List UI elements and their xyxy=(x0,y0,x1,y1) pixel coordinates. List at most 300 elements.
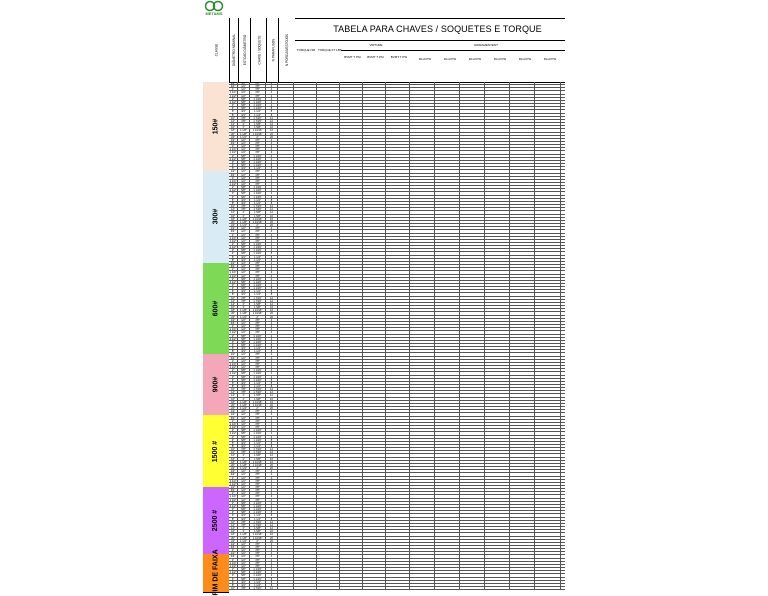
table-cell: 4 xyxy=(266,268,278,270)
table-cell: 7/8" xyxy=(250,426,266,428)
table-cell xyxy=(535,477,561,479)
table-cell: 12 xyxy=(266,120,278,122)
table-cell xyxy=(535,549,561,551)
table-cell xyxy=(363,246,386,248)
table-cell: 6" xyxy=(229,290,238,292)
table-cell xyxy=(386,101,410,103)
table-cell xyxy=(510,186,535,188)
table-cell xyxy=(485,142,510,144)
table-cell: 1 1/4" xyxy=(229,328,237,331)
table-cell: 1/2" xyxy=(238,139,250,141)
table-cell: 5/8" xyxy=(238,192,250,194)
table-cell xyxy=(278,300,294,302)
table-cell: 1 5/8" xyxy=(250,394,266,396)
table-cell xyxy=(410,391,435,393)
table-cell xyxy=(510,196,535,198)
table-cell xyxy=(340,543,363,545)
table-cell xyxy=(435,120,460,122)
table-cell xyxy=(340,177,363,179)
table-cell xyxy=(278,546,294,548)
table-cell xyxy=(510,511,535,513)
table-cell: 3/4" xyxy=(229,174,238,176)
table-cell: 2" xyxy=(250,136,266,138)
table-cell xyxy=(363,391,386,393)
table-cell xyxy=(485,98,510,100)
table-cell xyxy=(294,470,317,472)
table-cell xyxy=(510,451,535,453)
table-cell xyxy=(535,123,561,125)
table-cell xyxy=(340,366,363,368)
table-cell: 1 5/8" xyxy=(250,458,266,460)
table-cell: 7/8" xyxy=(250,420,266,422)
table-cell xyxy=(340,417,363,419)
table-cell: 1 7/16" xyxy=(250,300,266,302)
table-cell: 4 xyxy=(266,473,278,475)
table-cell xyxy=(460,183,485,185)
table-cell: 1 1/16" xyxy=(250,249,266,251)
table-cell xyxy=(410,158,435,160)
table-cell xyxy=(410,328,435,330)
table-cell xyxy=(535,164,561,166)
table-cell xyxy=(410,240,435,242)
table-cell xyxy=(363,436,386,438)
table-cell xyxy=(435,448,460,450)
table-cell xyxy=(410,101,435,103)
table-cell xyxy=(535,243,561,245)
table-cell xyxy=(435,114,460,116)
table-cell: 5/8" xyxy=(238,574,250,576)
table-cell: 1/2" xyxy=(238,363,250,365)
table-cell xyxy=(386,565,410,567)
table-cell: 7/8" xyxy=(250,331,266,333)
table-cell xyxy=(386,385,410,387)
table-cell xyxy=(363,537,386,539)
table-cell xyxy=(363,136,386,138)
table-cell xyxy=(317,189,340,191)
table-cell: 3/4" xyxy=(229,230,238,232)
table-header xyxy=(203,0,565,83)
table-cell: 5/8" xyxy=(238,98,250,100)
table-cell xyxy=(485,505,510,507)
table-cell xyxy=(535,268,561,270)
table-cell xyxy=(363,312,386,314)
table-cell xyxy=(435,158,460,160)
table-cell xyxy=(278,353,294,355)
table-cell xyxy=(317,568,340,570)
table-cell xyxy=(435,202,460,204)
table-cell xyxy=(410,126,435,128)
table-cell xyxy=(460,581,485,583)
table-cell xyxy=(340,196,363,198)
table-cell xyxy=(410,278,435,280)
table-cell xyxy=(410,555,435,557)
table-cell xyxy=(278,243,294,245)
table-cell xyxy=(510,518,535,520)
table-cell xyxy=(278,404,294,406)
table-cell xyxy=(460,559,485,561)
table-cell xyxy=(535,555,561,557)
table-cell xyxy=(435,91,460,93)
table-cell xyxy=(317,335,340,337)
table-cell xyxy=(535,196,561,198)
table-cell: 1 5/8" xyxy=(250,211,266,213)
table-cell xyxy=(410,82,435,84)
table-cell xyxy=(510,360,535,362)
table-cell xyxy=(317,221,340,223)
table-cell xyxy=(510,148,535,150)
table-cell xyxy=(363,552,386,554)
table-cell xyxy=(317,486,340,488)
table-cell: 8 xyxy=(266,167,278,169)
table-cell: 7/8" xyxy=(250,473,266,475)
table-cell: 1 1/16" xyxy=(250,508,266,510)
table-cell xyxy=(317,442,340,444)
table-cell xyxy=(485,91,510,93)
col-header-h1: RLHI PSI xyxy=(418,57,432,61)
table-cell xyxy=(460,237,485,239)
table-cell: 4 xyxy=(266,353,278,355)
table-cell xyxy=(535,448,561,450)
table-cell xyxy=(485,167,510,169)
table-cell xyxy=(435,420,460,422)
table-cell: 7/8" xyxy=(238,391,250,393)
table-cell: 1 1/8" xyxy=(238,312,250,314)
table-cell xyxy=(535,559,561,561)
table-cell xyxy=(410,568,435,570)
table-cell xyxy=(485,133,510,135)
table-cell xyxy=(510,325,535,327)
table-cell xyxy=(294,578,317,580)
table-cell: 3/4" xyxy=(238,110,250,112)
table-cell xyxy=(435,183,460,185)
table-cell xyxy=(435,133,460,135)
table-cell xyxy=(460,234,485,236)
table-cell: 4 xyxy=(266,423,278,425)
table-cell xyxy=(363,486,386,488)
table-cell xyxy=(435,363,460,365)
table-cell xyxy=(317,571,340,573)
table-cell xyxy=(317,432,340,434)
table-cell: 2 1/2" xyxy=(229,100,237,104)
table-cell xyxy=(386,376,410,378)
table-cell xyxy=(386,252,410,254)
table-cell xyxy=(386,145,410,147)
table-cell xyxy=(435,259,460,261)
table-cell xyxy=(485,549,510,551)
table-cell xyxy=(485,230,510,232)
table-cell xyxy=(278,442,294,444)
table-cell: 3/4" xyxy=(229,546,238,548)
table-cell xyxy=(294,177,317,179)
table-cell: 4 xyxy=(266,145,278,147)
table-cell xyxy=(363,192,386,194)
table-cell xyxy=(510,473,535,475)
table-cell: 1 1/4" xyxy=(250,290,266,292)
table-cell: 1" xyxy=(238,215,250,217)
table-cell xyxy=(435,445,460,447)
table-cell: 1/2" xyxy=(238,360,250,362)
table-cell xyxy=(317,180,340,182)
table-cell xyxy=(278,230,294,232)
table-cell: 7/8" xyxy=(238,297,250,299)
table-cell: 1" xyxy=(229,268,238,270)
table-cell xyxy=(485,256,510,258)
table-cell: 5/8" xyxy=(238,186,250,188)
table-cell xyxy=(363,521,386,523)
table-cell xyxy=(294,372,317,374)
table-cell: 3/4" xyxy=(229,322,238,324)
table-cell xyxy=(485,126,510,128)
table-cell xyxy=(340,309,363,311)
table-cell xyxy=(278,401,294,403)
table-cell xyxy=(485,325,510,327)
table-cell xyxy=(317,445,340,447)
table-cell: 4 xyxy=(266,357,278,359)
table-cell: 3/4" xyxy=(229,555,238,557)
table-cell: 2" xyxy=(229,568,238,570)
table-cell xyxy=(460,420,485,422)
table-cell xyxy=(340,439,363,441)
table-cell: 2" xyxy=(250,407,266,409)
table-cell xyxy=(340,183,363,185)
table-cell xyxy=(363,328,386,330)
table-cell xyxy=(363,275,386,277)
table-cell xyxy=(460,249,485,251)
table-cell xyxy=(460,391,485,393)
table-cell xyxy=(510,129,535,131)
table-cell xyxy=(460,199,485,201)
table-cell xyxy=(386,114,410,116)
table-cell: 7/8" xyxy=(238,208,250,210)
table-cell: 4 xyxy=(266,559,278,561)
table-cell xyxy=(278,259,294,261)
table-cell xyxy=(278,521,294,523)
table-cell xyxy=(410,243,435,245)
table-cell: 1 7/16" xyxy=(250,120,266,122)
table-cell: 3/4" xyxy=(238,259,250,261)
table-cell xyxy=(363,360,386,362)
table-cell: 12 xyxy=(266,454,278,456)
table-cell xyxy=(460,426,485,428)
table-cell xyxy=(317,341,340,343)
table-cell xyxy=(386,221,410,223)
table-cell: 8 xyxy=(266,442,278,444)
table-cell: 2" xyxy=(229,155,238,157)
table-cell: 1 1/16" xyxy=(250,372,266,374)
table-cell xyxy=(363,234,386,236)
table-cell xyxy=(410,565,435,567)
table-cell xyxy=(386,483,410,485)
table-cell xyxy=(317,192,340,194)
table-cell xyxy=(278,139,294,141)
table-cell: 1 1/16" xyxy=(250,164,266,166)
table-cell: 5/8" xyxy=(238,568,250,570)
table-cell: 12 xyxy=(266,297,278,299)
table-cell xyxy=(460,104,485,106)
table-cell xyxy=(386,530,410,532)
table-cell xyxy=(340,202,363,204)
table-cell xyxy=(363,177,386,179)
table-cell xyxy=(435,347,460,349)
table-cell: 7/8" xyxy=(250,275,266,277)
table-cell xyxy=(386,142,410,144)
table-cell xyxy=(510,202,535,204)
table-cell xyxy=(317,372,340,374)
header-divider xyxy=(295,18,565,19)
table-cell: 1 1/4" xyxy=(250,382,266,384)
table-cell: 5/8" xyxy=(238,571,250,573)
table-cell xyxy=(435,211,460,213)
table-cell xyxy=(386,268,410,270)
table-cell xyxy=(460,467,485,469)
table-cell xyxy=(363,145,386,147)
table-cell xyxy=(340,391,363,393)
table-cell xyxy=(317,464,340,466)
table-cell xyxy=(278,407,294,409)
table-cell xyxy=(410,306,435,308)
table-cell xyxy=(535,136,561,138)
table-cell xyxy=(535,442,561,444)
table-cell: 1 1/4" xyxy=(250,347,266,349)
table-cell xyxy=(535,133,561,135)
table-cell xyxy=(386,350,410,352)
table-cell: 1 1/4" xyxy=(238,467,250,469)
table-cell: 4 xyxy=(266,325,278,327)
table-cell xyxy=(410,376,435,378)
table-cell xyxy=(386,587,410,589)
table-cell xyxy=(510,262,535,264)
table-cell xyxy=(386,177,410,179)
table-cell xyxy=(410,259,435,261)
table-cell: 1 1/2" xyxy=(229,366,237,369)
table-cell xyxy=(410,417,435,419)
table-cell xyxy=(535,199,561,201)
table-cell xyxy=(410,480,435,482)
table-cell xyxy=(435,177,460,179)
table-cell xyxy=(340,502,363,504)
table-cell xyxy=(340,442,363,444)
table-cell: 14" xyxy=(229,527,238,529)
table-cell: 1/2" xyxy=(238,240,250,242)
table-cell xyxy=(340,164,363,166)
table-cell: 1 1/2" xyxy=(229,183,237,186)
table-cell xyxy=(485,458,510,460)
table-cell xyxy=(460,271,485,273)
table-cell xyxy=(317,439,340,441)
col-header-h2: RLHI PSI xyxy=(443,57,457,61)
table-cell xyxy=(363,215,386,217)
table-cell xyxy=(460,211,485,213)
table-cell: 4 xyxy=(266,91,278,93)
table-cell xyxy=(294,385,317,387)
table-cell xyxy=(435,388,460,390)
table-cell xyxy=(410,142,435,144)
table-cell: 4 xyxy=(266,275,278,277)
table-cell xyxy=(510,312,535,314)
table-cell: 16 xyxy=(266,401,278,403)
table-cell xyxy=(485,164,510,166)
table-cell: 20" xyxy=(229,133,238,135)
table-cell: 1 1/4" xyxy=(229,422,237,426)
table-cell xyxy=(278,467,294,469)
table-cell: 7/8" xyxy=(250,88,266,90)
table-cell: 1 1/4" xyxy=(250,256,266,258)
table-cell xyxy=(363,480,386,482)
table-cell xyxy=(363,543,386,545)
table-cell xyxy=(363,189,386,191)
table-cell xyxy=(340,505,363,507)
table-cell xyxy=(363,533,386,535)
table-cell xyxy=(386,211,410,213)
table-cell xyxy=(386,174,410,176)
table-cell: 4 xyxy=(266,546,278,548)
table-cell xyxy=(363,306,386,308)
table-cell xyxy=(410,297,435,299)
table-cell: 20 xyxy=(266,136,278,138)
table-cell xyxy=(535,344,561,346)
table-cell xyxy=(386,407,410,409)
table-cell: 2" xyxy=(229,98,238,100)
table-cell xyxy=(510,192,535,194)
table-cell xyxy=(363,420,386,422)
table-cell xyxy=(535,224,561,226)
table-cell xyxy=(535,114,561,116)
table-cell: 4 xyxy=(266,189,278,191)
table-cell xyxy=(386,369,410,371)
table-cell xyxy=(510,398,535,400)
table-cell: 4 xyxy=(266,555,278,557)
table-cell xyxy=(294,335,317,337)
table-cell: 12 xyxy=(266,451,278,453)
table-cell xyxy=(386,344,410,346)
table-cell xyxy=(363,249,386,251)
table-cell: 1/2" xyxy=(229,227,238,229)
table-cell xyxy=(485,568,510,570)
table-cell: 1" xyxy=(238,530,250,532)
table-cell xyxy=(435,454,460,456)
table-cell xyxy=(435,379,460,381)
table-cell xyxy=(510,145,535,147)
table-cell: 5/8" xyxy=(238,101,250,103)
table-cell xyxy=(435,451,460,453)
table-cell xyxy=(340,473,363,475)
table-cell xyxy=(510,467,535,469)
table-cell xyxy=(485,151,510,153)
table-cell xyxy=(510,436,535,438)
table-cell xyxy=(535,281,561,283)
table-cell xyxy=(460,189,485,191)
table-cell xyxy=(363,404,386,406)
table-cell xyxy=(485,312,510,314)
table-cell xyxy=(294,369,317,371)
table-cell xyxy=(460,221,485,223)
table-cell xyxy=(535,180,561,182)
table-cell: 4" xyxy=(229,252,238,254)
table-cell: 1/2" xyxy=(238,410,250,412)
table-cell: 1 7/16" xyxy=(250,297,266,299)
table-cell xyxy=(460,530,485,532)
table-cell xyxy=(410,129,435,131)
table-cell xyxy=(363,237,386,239)
table-cell xyxy=(317,208,340,210)
table-cell xyxy=(510,533,535,535)
table-cell xyxy=(460,287,485,289)
table-cell xyxy=(363,499,386,501)
table-cell xyxy=(510,136,535,138)
table-cell xyxy=(435,300,460,302)
table-cell xyxy=(485,271,510,273)
table-cell xyxy=(435,208,460,210)
